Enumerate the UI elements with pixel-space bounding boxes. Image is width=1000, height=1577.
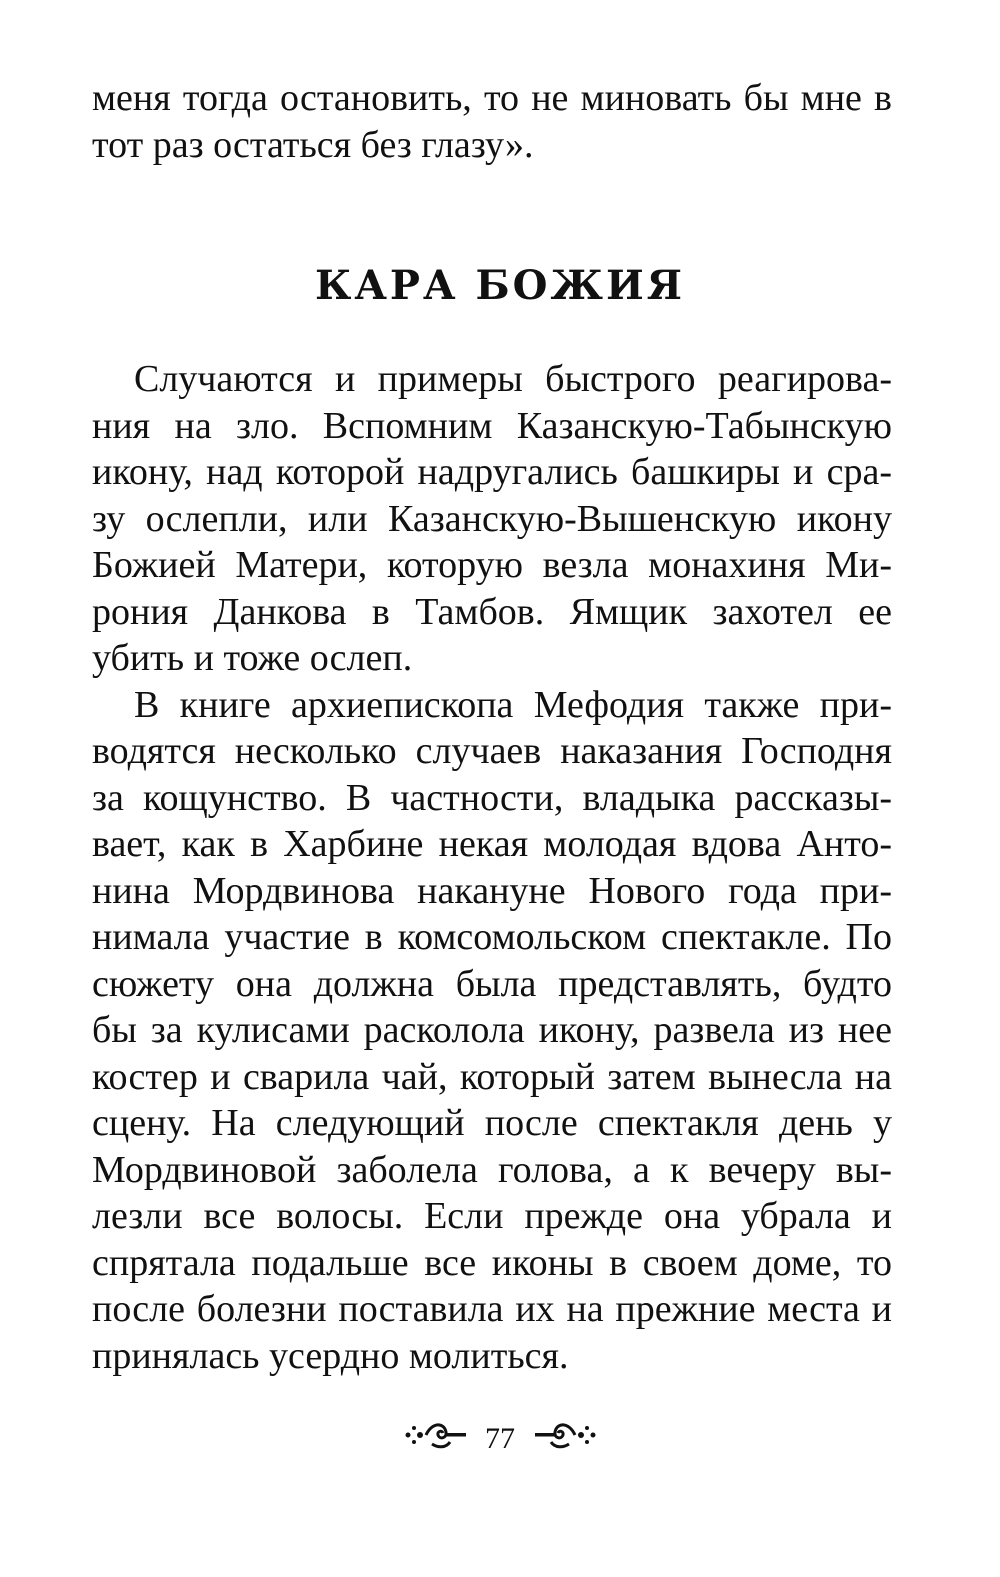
- text-line: убить и тоже ослеп.: [92, 637, 413, 679]
- text-line: принялась усердно молиться.: [92, 1334, 569, 1377]
- text-line: нина Мордвинова накануне Нового года при-: [92, 869, 892, 912]
- paragraph-1: [92, 356, 892, 682]
- text-line: сюжету она должна была представлять, будто: [92, 962, 892, 1005]
- text-line: после болезни поставила их на прежние места и: [92, 1288, 892, 1330]
- chapter-heading: КАРА БОЖИЯ: [314, 262, 686, 309]
- page-number: 77: [485, 1422, 515, 1455]
- text-line: зу ослепли, или Казанскую-Вышенскую икону: [92, 497, 892, 540]
- text-line: лезли все волосы. Если прежде она убрала и: [92, 1195, 892, 1237]
- text-line: нимала участие в комсомольском спектакле. По: [92, 916, 892, 958]
- text-line: Случаются и примеры быстрого реагирова-: [134, 358, 892, 400]
- ornament-left-icon: [402, 1418, 468, 1460]
- text-line: костер и сварила чай, который затем вынесла на: [92, 1055, 892, 1098]
- paragraph-2: [92, 682, 892, 1380]
- ornament-right-icon: [533, 1418, 599, 1460]
- text-line: рония Данкова в Тамбов. Ямщик захотел ее: [92, 590, 892, 633]
- text-line: Мордвиновой заболела голова, а к вечеру вы-: [92, 1148, 892, 1191]
- text-line: меня тогда остановить, то не миновать бы мне в: [92, 77, 892, 119]
- text-line: за кощунство. В частности, владыка рассказы-: [92, 776, 892, 819]
- text-line: ния на зло. Вспомним Казанскую-Табынскую: [92, 404, 892, 447]
- text-line: бы за кулисами расколола икону, развела из нее: [92, 1009, 892, 1051]
- text-line: Божией Матери, которую везла монахиня Ми-: [92, 544, 892, 586]
- text-line: водятся несколько случаев наказания Господня: [92, 730, 892, 772]
- text-line: спрятала подальше все иконы в своем доме, то: [92, 1241, 892, 1284]
- intro-text: [92, 75, 892, 168]
- text-line: тот раз остаться без глазу».: [92, 123, 534, 166]
- body-text: [92, 356, 892, 1379]
- text-line: В книге архиепископа Мефодия также при-: [134, 683, 892, 726]
- text-line: сцену. На следующий после спектакля день у: [92, 1102, 892, 1144]
- page-footer: [0, 1418, 1000, 1460]
- text-line: вает, как в Харбине некая молодая вдова Анто-: [92, 823, 892, 865]
- text-line: икону, над которой надругались башкиры и сра-: [92, 451, 892, 493]
